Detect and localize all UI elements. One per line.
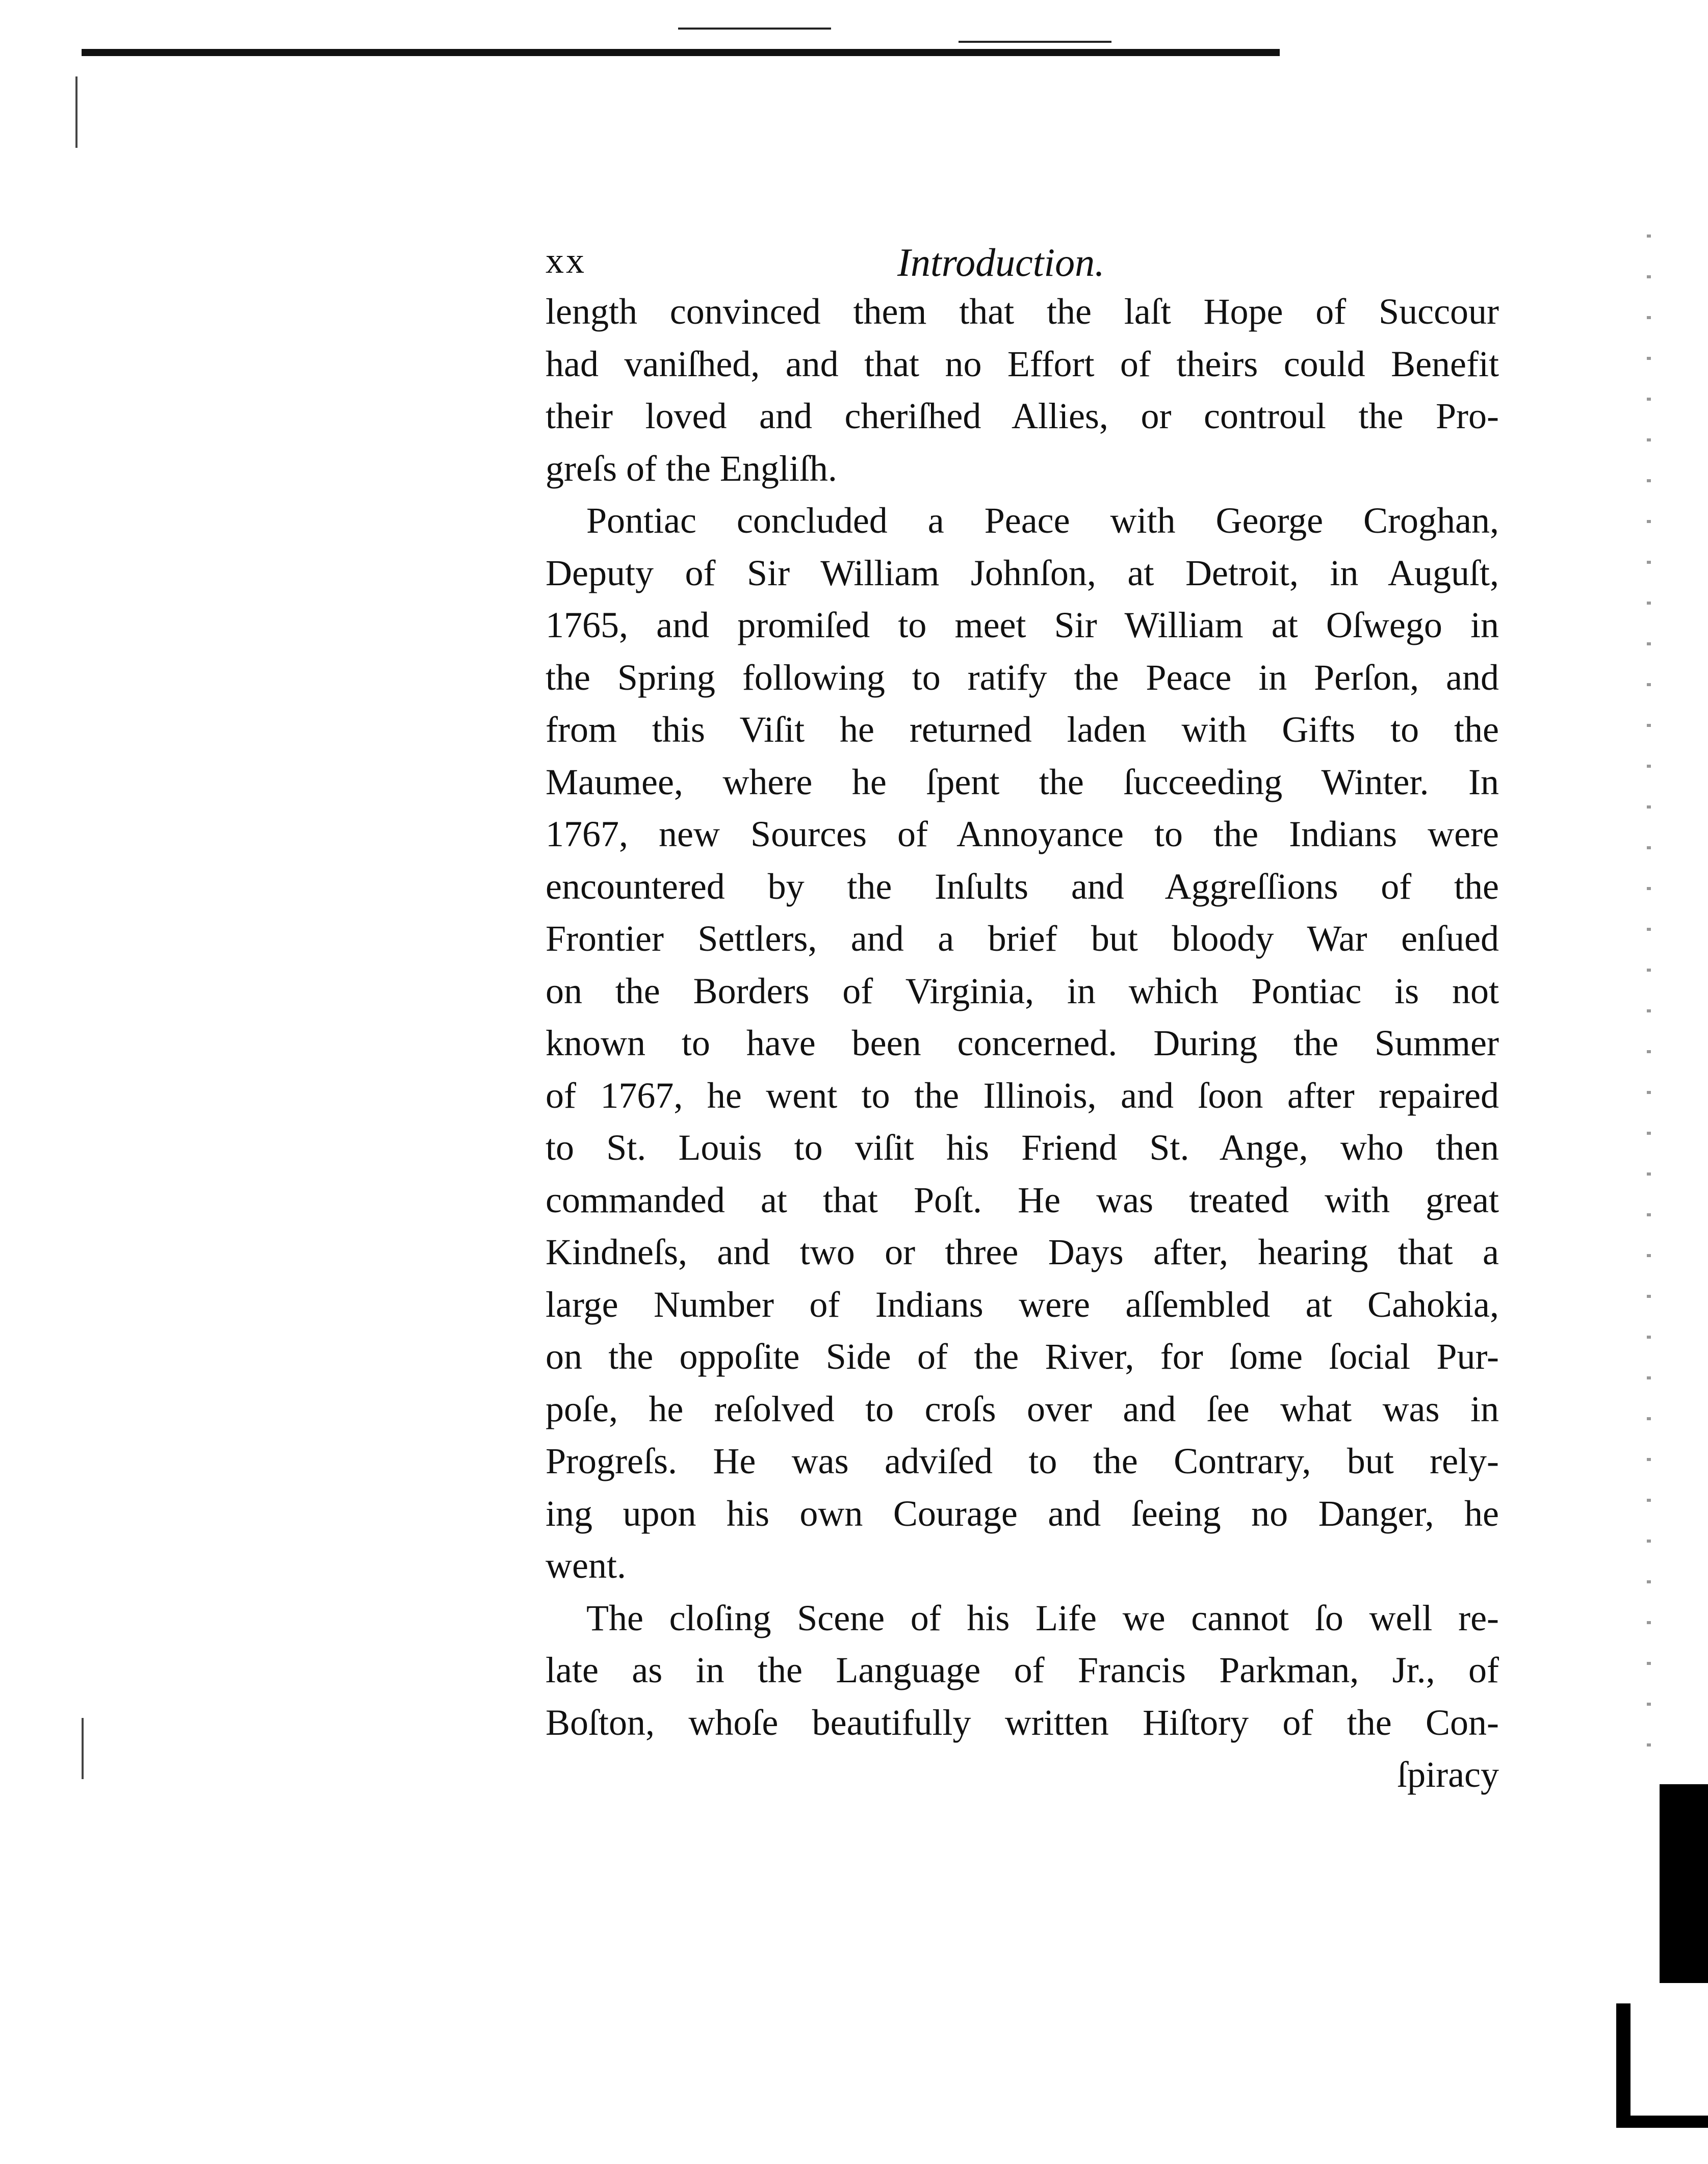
page-header — [546, 224, 1499, 285]
text-line: Progreſs. He was adviſed to the Contrary, but rely- — [546, 1441, 1499, 1481]
text-line: 1765, and promiſed to meet Sir William at Oſwego in — [546, 605, 1499, 645]
scan-artifact-left — [82, 1718, 84, 1779]
text-line: the Spring following to ratify the Peace in Perſon, and — [546, 657, 1499, 698]
text-line: The cloſing Scene of his Life we cannot ſo well re- — [586, 1597, 1499, 1638]
text-line: Maumee, where he ſpent the ſucceeding Winter. In — [546, 761, 1499, 802]
paragraph — [546, 285, 1499, 494]
text-line: ing upon his own Courage and ſeeing no Danger, he — [546, 1493, 1499, 1534]
scan-speckle-edge — [1647, 234, 1651, 1764]
text-line: Kindneſs, and two or three Days after, hearing that a — [546, 1232, 1499, 1272]
text-line: from this Viſit he returned laden with Gifts to the — [546, 709, 1499, 750]
text-line: late as in the Language of Francis Parkman, Jr., of — [546, 1650, 1499, 1690]
text-line: large Number of Indians were aſſembled at Cahokia, — [546, 1284, 1499, 1325]
page-content — [546, 224, 1499, 1801]
text-line: known to have been concerned. During the Summer — [546, 1023, 1499, 1063]
text-line: their loved and cheriſhed Allies, or controul the Pro- — [546, 396, 1499, 436]
top-rule — [82, 49, 1280, 56]
scan-artifact-line — [678, 28, 831, 30]
text-line: went. — [546, 1545, 626, 1586]
text-line: on the Borders of Virginia, in which Pontiac is not — [546, 970, 1499, 1011]
text-line: commanded at that Poſt. He was treated with great — [546, 1179, 1499, 1220]
body-text — [546, 285, 1499, 1801]
text-line: Deputy of Sir William Johnſon, at Detroit, in Auguſt, — [546, 552, 1499, 593]
running-head: Introduction. — [897, 240, 1105, 284]
text-line: 1767, new Sources of Annoyance to the Indians were — [546, 814, 1499, 854]
text-line: to St. Louis to viſit his Friend St. Ange, who then — [546, 1127, 1499, 1168]
text-line: poſe, he reſolved to croſs over and ſee what was in — [546, 1388, 1499, 1429]
scan-artifact-line — [959, 41, 1111, 43]
scan-edge-bracket — [1616, 2116, 1708, 2128]
text-line: had vaniſhed, and that no Effort of theirs could Benefit — [546, 343, 1499, 384]
paragraph — [546, 1592, 1499, 1749]
scan-edge-block — [1660, 1784, 1708, 1983]
text-line: Pontiac concluded a Peace with George Croghan, — [586, 500, 1499, 541]
text-line: Frontier Settlers, and a brief but bloody War enſued — [546, 918, 1499, 959]
text-line: length convinced them that the laſt Hope of Succour — [546, 291, 1499, 332]
text-line: greſs of the Engliſh. — [546, 448, 837, 489]
paragraph — [546, 494, 1499, 1592]
page-number: xx — [546, 240, 586, 281]
text-line: on the oppoſite Side of the River, for ſome ſocial Pur- — [546, 1336, 1499, 1377]
text-line: Boſton, whoſe beautifully written Hiſtory of the Con- — [546, 1702, 1499, 1743]
text-line: encountered by the Inſults and Aggreſſions of the — [546, 866, 1499, 907]
text-line: of 1767, he went to the Illinois, and ſoon after repaired — [546, 1075, 1499, 1116]
catchword: ſpiracy — [1397, 1754, 1499, 1795]
scan-edge-bracket — [1616, 2003, 1631, 2126]
scan-artifact-left — [75, 76, 77, 148]
